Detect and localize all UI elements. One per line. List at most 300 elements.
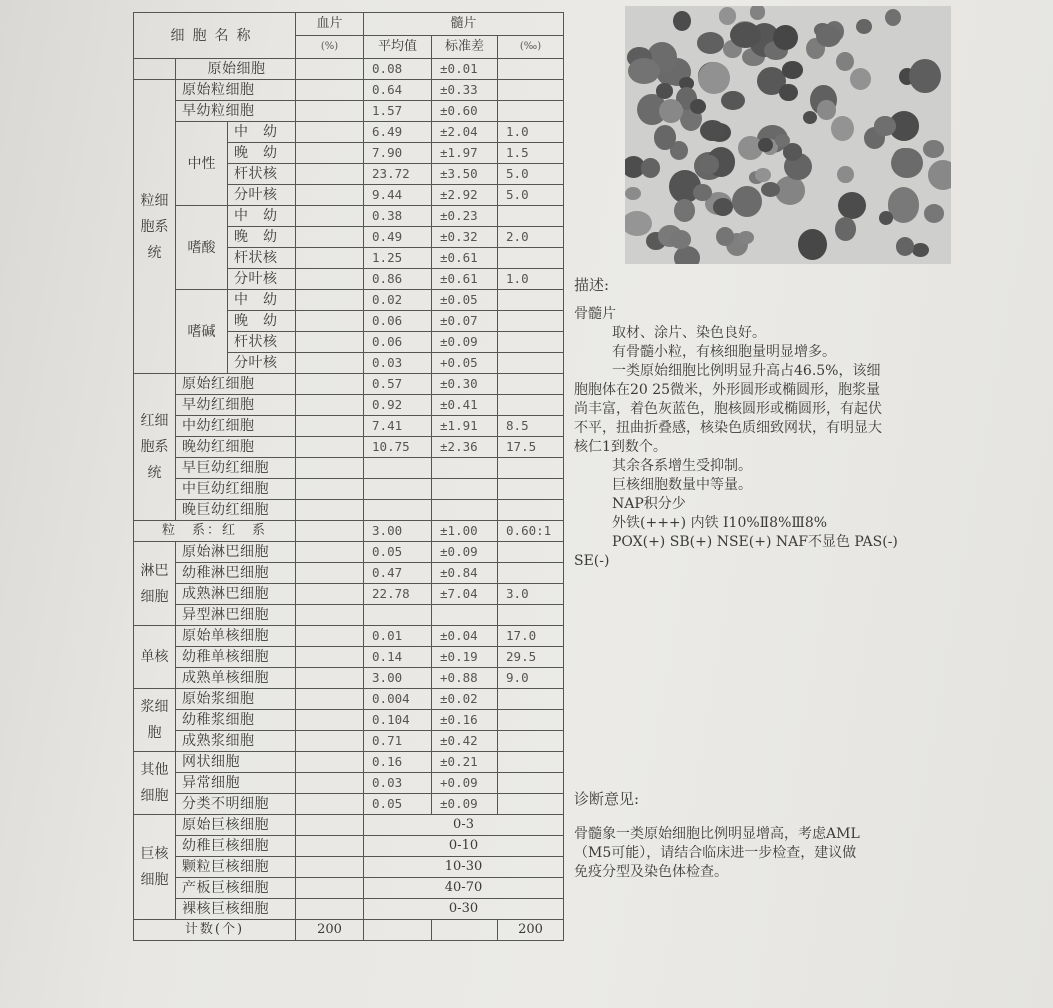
table-row: [134, 416, 564, 437]
mean-value: 23.72: [364, 164, 432, 185]
marrow-value: 0.60:1: [498, 521, 564, 542]
row-name: 原始巨核细胞: [176, 815, 296, 836]
sd-value: ±0.04: [432, 626, 498, 647]
group-blank: [134, 59, 176, 80]
row-name: 中巨幼红细胞: [176, 479, 296, 500]
marrow-value: [498, 689, 564, 710]
row-name: 原始淋巴细胞: [176, 542, 296, 563]
mean-value: 0.16: [364, 752, 432, 773]
sd-value: [432, 605, 498, 626]
subgroup-label-eos: 嗜酸: [176, 206, 228, 290]
mean-value: 0.104: [364, 710, 432, 731]
mean-value: 0.38: [364, 206, 432, 227]
smear-cell: [659, 99, 683, 123]
smear-cell: [838, 192, 866, 219]
smear-cell: [773, 25, 798, 50]
blood-value: [296, 311, 364, 332]
sd-value: [432, 458, 498, 479]
sd-value: [432, 479, 498, 500]
desc-line: NAP积分少: [612, 496, 686, 512]
smear-cell: [700, 120, 725, 141]
mean-value: 0.05: [364, 794, 432, 815]
mean-value: 0.03: [364, 353, 432, 374]
table-row: [134, 815, 564, 836]
sd-value: ±0.42: [432, 731, 498, 752]
table-row: [134, 521, 564, 542]
row-name: 晚 幼: [228, 227, 296, 248]
sd-value: ±0.61: [432, 248, 498, 269]
group-label-ery: 红细胞系统: [134, 374, 176, 521]
blood-value: [296, 605, 364, 626]
marrow-range: 0-30: [364, 899, 564, 920]
smear-cell: [690, 99, 706, 114]
blood-value: [296, 248, 364, 269]
sd-value: ±0.09: [432, 794, 498, 815]
blood-value: [296, 101, 364, 122]
smear-cell: [700, 155, 719, 175]
mean-value: 1.25: [364, 248, 432, 269]
sd-value: ±0.02: [432, 689, 498, 710]
smear-cell: [891, 148, 923, 179]
smear-cell: [928, 160, 951, 190]
smear-cell: [879, 211, 893, 225]
blood-value: [296, 395, 364, 416]
smear-cell: [674, 246, 700, 264]
row-name: 中 幼: [228, 122, 296, 143]
mean-value: [364, 920, 432, 941]
marrow-value: 2.0: [498, 227, 564, 248]
marrow-value: [498, 311, 564, 332]
marrow-value: [498, 542, 564, 563]
group-label-plasma: 浆细胞: [134, 689, 176, 752]
sd-value: +0.09: [432, 773, 498, 794]
marrow-value: [498, 353, 564, 374]
table-row: [134, 920, 564, 941]
marrow-value: 17.0: [498, 626, 564, 647]
marrow-value: 1.0: [498, 269, 564, 290]
smear-cell: [912, 243, 929, 257]
mean-value: 0.08: [364, 59, 432, 80]
smear-cell: [716, 227, 734, 246]
smear-cell: [738, 231, 754, 244]
table-row: [134, 374, 564, 395]
diag-line: 骨髓象一类原始细胞比例明显增高，考虑AML: [574, 826, 860, 842]
header-mean: 平均值: [364, 36, 432, 59]
sd-value: ±2.04: [432, 122, 498, 143]
row-name: 异常细胞: [176, 773, 296, 794]
smear-cell: [654, 125, 676, 150]
row-name: 幼稚淋巴细胞: [176, 563, 296, 584]
sd-value: [432, 920, 498, 941]
sd-value: ±1.91: [432, 416, 498, 437]
blood-value: [296, 647, 364, 668]
marrow-value: [498, 206, 564, 227]
smear-cell: [628, 58, 660, 84]
mean-value: 0.86: [364, 269, 432, 290]
marrow-value: [498, 773, 564, 794]
blood-value: [296, 143, 364, 164]
diagnosis-section: [574, 790, 994, 882]
marrow-value: [498, 458, 564, 479]
table-row: [134, 731, 564, 752]
row-name: 早幼粒细胞: [176, 101, 296, 122]
description-section: [574, 276, 994, 571]
row-name: 计数(个): [134, 920, 296, 941]
desc-line: 巨核细胞数量中等量。: [612, 477, 752, 493]
row-name: 网状细胞: [176, 752, 296, 773]
sd-value: ±0.05: [432, 290, 498, 311]
marrow-value: [498, 605, 564, 626]
marrow-range: 0-3: [364, 815, 564, 836]
mean-value: 0.92: [364, 395, 432, 416]
row-name: 原始细胞: [176, 59, 296, 80]
marrow-value: 3.0: [498, 584, 564, 605]
table-row: [134, 689, 564, 710]
desc-line: 不平，扭曲折叠感，核染色质细致网状，有明显大: [574, 420, 882, 436]
smear-cell: [719, 7, 737, 24]
mean-value: 0.64: [364, 80, 432, 101]
mean-value: 0.14: [364, 647, 432, 668]
row-name: 原始红细胞: [176, 374, 296, 395]
row-name: 裸核巨核细胞: [176, 899, 296, 920]
table-row: [134, 500, 564, 521]
smear-cell: [896, 237, 914, 255]
cell-count-table: [133, 12, 564, 941]
smear-cell: [874, 116, 895, 135]
desc-line: 一类原始细胞比例明显升高占46.5%，该细: [612, 363, 881, 379]
table-row: [134, 395, 564, 416]
row-name: 幼稚浆细胞: [176, 710, 296, 731]
blood-value: [296, 752, 364, 773]
mean-value: 0.47: [364, 563, 432, 584]
header-sd: 标准差: [432, 36, 498, 59]
marrow-range: 40-70: [364, 878, 564, 899]
row-name: 早巨幼红细胞: [176, 458, 296, 479]
blood-value: [296, 626, 364, 647]
row-name: 早幼红细胞: [176, 395, 296, 416]
mean-value: 22.78: [364, 584, 432, 605]
marrow-value: [498, 395, 564, 416]
row-name: 中 幼: [228, 206, 296, 227]
mean-value: 3.00: [364, 668, 432, 689]
row-name: 分叶核: [228, 269, 296, 290]
blood-value: [296, 878, 364, 899]
sd-value: ±0.09: [432, 332, 498, 353]
blood-value: [296, 731, 364, 752]
mean-value: 3.00: [364, 521, 432, 542]
smear-cell: [856, 19, 872, 34]
sd-value: +0.88: [432, 668, 498, 689]
mean-value: [364, 605, 432, 626]
smear-cell: [656, 83, 673, 98]
marrow-value: [498, 500, 564, 521]
sd-value: ±0.61: [432, 269, 498, 290]
marrow-range: 10-30: [364, 857, 564, 878]
marrow-value: 17.5: [498, 437, 564, 458]
mean-value: 6.49: [364, 122, 432, 143]
row-name: 中幼红细胞: [176, 416, 296, 437]
row-name: 晚 幼: [228, 311, 296, 332]
smear-cell: [674, 199, 695, 222]
marrow-value: [498, 479, 564, 500]
desc-line: 取材、涂片、染色良好。: [612, 325, 766, 341]
blood-value: [296, 668, 364, 689]
mean-value: [364, 479, 432, 500]
smear-cell: [693, 184, 712, 202]
table-row: [134, 563, 564, 584]
smear-cell: [673, 11, 691, 31]
smear-cell: [713, 198, 733, 216]
table-row: [134, 59, 564, 80]
marrow-value: [498, 794, 564, 815]
desc-line: 骨髓片: [574, 306, 616, 322]
marrow-smear-photo: [625, 6, 951, 264]
blood-value: [296, 185, 364, 206]
blood-value: [296, 80, 364, 101]
marrow-value: 8.5: [498, 416, 564, 437]
smear-cell: [625, 211, 652, 237]
smear-cell: [782, 61, 803, 78]
header-marrow: 髓片: [364, 13, 564, 36]
mean-value: [364, 500, 432, 521]
row-name: 成熟淋巴细胞: [176, 584, 296, 605]
table-row: [134, 122, 564, 143]
row-name: 幼稚单核细胞: [176, 647, 296, 668]
blood-value: 200: [296, 920, 364, 941]
blood-value: [296, 584, 364, 605]
header-permille: (‰): [498, 36, 564, 59]
table-row: [134, 836, 564, 857]
blood-value: [296, 710, 364, 731]
smear-cell: [779, 84, 798, 101]
sd-value: ±0.84: [432, 563, 498, 584]
row-name: 成熟浆细胞: [176, 731, 296, 752]
smear-cell: [755, 168, 771, 182]
sd-value: ±1.97: [432, 143, 498, 164]
mean-value: 0.03: [364, 773, 432, 794]
marrow-value: 5.0: [498, 164, 564, 185]
marrow-value: 1.5: [498, 143, 564, 164]
smear-cell: [850, 68, 871, 90]
subgroup-label-baso: 嗜碱: [176, 290, 228, 374]
table-row: [134, 668, 564, 689]
smear-cell: [732, 186, 762, 217]
desc-line: POX(+) SB(+) NSE(+) NAF不显色 PAS(-): [612, 534, 898, 550]
mean-value: [364, 458, 432, 479]
row-name: 原始单核细胞: [176, 626, 296, 647]
sd-value: +0.05: [432, 353, 498, 374]
row-name: 幼稚巨核细胞: [176, 836, 296, 857]
mean-value: 1.57: [364, 101, 432, 122]
blood-value: [296, 437, 364, 458]
smear-cell: [798, 229, 827, 260]
blood-value: [296, 899, 364, 920]
sd-value: ±7.04: [432, 584, 498, 605]
marrow-value: 9.0: [498, 668, 564, 689]
table-row: [134, 80, 564, 101]
smear-cell: [816, 25, 841, 48]
smear-cell: [909, 59, 940, 93]
header-blood: 血片: [296, 13, 364, 36]
table-row: [134, 458, 564, 479]
marrow-value: [498, 290, 564, 311]
blood-value: [296, 164, 364, 185]
blood-value: [296, 521, 364, 542]
marrow-value: [498, 374, 564, 395]
marrow-value: 200: [498, 920, 564, 941]
desc-line: 尚丰富，着色灰蓝色，胞核圆形或椭圆形，有起伏: [574, 401, 882, 417]
marrow-value: 5.0: [498, 185, 564, 206]
smear-cell: [641, 158, 661, 178]
mean-value: 0.05: [364, 542, 432, 563]
sd-value: ±0.01: [432, 59, 498, 80]
sd-value: ±0.30: [432, 374, 498, 395]
group-label-other: 其他细胞: [134, 752, 176, 815]
sd-value: ±0.19: [432, 647, 498, 668]
marrow-value: [498, 101, 564, 122]
sd-value: ±0.09: [432, 542, 498, 563]
diag-line: 免疫分型及染色体检查。: [574, 864, 728, 880]
table-row: [134, 290, 564, 311]
smear-cell: [761, 182, 780, 197]
smear-cell: [697, 32, 724, 54]
row-name: 分叶核: [228, 353, 296, 374]
blood-value: [296, 416, 364, 437]
row-name: 分类不明细胞: [176, 794, 296, 815]
smear-cell: [835, 217, 856, 240]
row-name: 杆状核: [228, 248, 296, 269]
smear-cell: [817, 100, 835, 119]
header-blood-pct: (%): [296, 36, 364, 59]
row-name: 晚巨幼红细胞: [176, 500, 296, 521]
sd-value: ±3.50: [432, 164, 498, 185]
sd-value: ±0.41: [432, 395, 498, 416]
mean-value: 7.90: [364, 143, 432, 164]
description-title: 描述:: [574, 276, 610, 294]
sd-value: ±2.36: [432, 437, 498, 458]
blood-value: [296, 227, 364, 248]
sd-value: ±0.23: [432, 206, 498, 227]
blood-value: [296, 563, 364, 584]
table-row: [134, 206, 564, 227]
smear-cell: [837, 166, 854, 184]
mean-value: 0.06: [364, 332, 432, 353]
marrow-value: [498, 563, 564, 584]
sd-value: ±1.00: [432, 521, 498, 542]
table-row: [134, 101, 564, 122]
row-name: 成熟单核细胞: [176, 668, 296, 689]
desc-line: 外铁(+++) 内铁 Ⅰ10%Ⅱ8%Ⅲ8%: [612, 515, 828, 531]
sd-value: ±0.33: [432, 80, 498, 101]
smear-cell: [885, 9, 901, 26]
subgroup-label-neut: 中性: [176, 122, 228, 206]
table-row: [134, 605, 564, 626]
marrow-value: [498, 752, 564, 773]
smear-cell: [625, 187, 641, 200]
mean-value: 9.44: [364, 185, 432, 206]
blood-value: [296, 59, 364, 80]
table-row: [134, 584, 564, 605]
smear-cell: [698, 62, 730, 94]
sd-value: ±0.21: [432, 752, 498, 773]
desc-line: 其余各系增生受抑制。: [612, 458, 752, 474]
marrow-range: 0-10: [364, 836, 564, 857]
group-label-gran: 粒细胞系统: [134, 80, 176, 374]
header-cell-name: 细胞名称: [134, 13, 296, 59]
row-name: 杆状核: [228, 332, 296, 353]
mean-value: 0.71: [364, 731, 432, 752]
blood-value: [296, 773, 364, 794]
sd-value: ±0.32: [432, 227, 498, 248]
desc-line: 胞胞体在20 25微米，外形圆形或椭圆形，胞浆量: [574, 382, 881, 398]
blood-value: [296, 122, 364, 143]
diagnosis-title: 诊断意见:: [574, 790, 640, 808]
table-row: [134, 710, 564, 731]
smear-cell: [831, 116, 854, 142]
desc-line: 有骨髓小粒，有核细胞量明显增多。: [612, 344, 836, 360]
blood-value: [296, 815, 364, 836]
row-name: 原始浆细胞: [176, 689, 296, 710]
blood-value: [296, 500, 364, 521]
sd-value: [432, 500, 498, 521]
blood-value: [296, 794, 364, 815]
mean-value: 10.75: [364, 437, 432, 458]
smear-cell: [924, 204, 944, 223]
table-row: [134, 626, 564, 647]
mean-value: 0.004: [364, 689, 432, 710]
blood-value: [296, 332, 364, 353]
row-name: 分叶核: [228, 185, 296, 206]
table-row: [134, 647, 564, 668]
row-name: 粒 系：红 系: [134, 521, 296, 542]
row-name: 晚 幼: [228, 143, 296, 164]
sd-value: ±0.60: [432, 101, 498, 122]
table-row: [134, 878, 564, 899]
mean-value: 0.02: [364, 290, 432, 311]
marrow-value: 29.5: [498, 647, 564, 668]
blood-value: [296, 479, 364, 500]
row-name: 中 幼: [228, 290, 296, 311]
marrow-value: [498, 80, 564, 101]
row-name: 异型淋巴细胞: [176, 605, 296, 626]
table-row: [134, 773, 564, 794]
row-name: 原始粒细胞: [176, 80, 296, 101]
blood-value: [296, 269, 364, 290]
blood-value: [296, 857, 364, 878]
blood-value: [296, 290, 364, 311]
blood-value: [296, 689, 364, 710]
group-label-lym: 淋巴细胞: [134, 542, 176, 626]
mean-value: 0.01: [364, 626, 432, 647]
blood-value: [296, 458, 364, 479]
marrow-value: [498, 59, 564, 80]
sd-value: ±0.07: [432, 311, 498, 332]
smear-cell: [836, 52, 854, 71]
mean-value: 0.06: [364, 311, 432, 332]
table-row: [134, 542, 564, 563]
mean-value: 0.57: [364, 374, 432, 395]
smear-cell: [670, 230, 690, 249]
group-label-mega: 巨核细胞: [134, 815, 176, 920]
smear-cell: [803, 111, 817, 124]
marrow-value: [498, 248, 564, 269]
desc-line: SE(-): [574, 553, 610, 569]
sd-value: ±0.16: [432, 710, 498, 731]
row-name: 颗粒巨核细胞: [176, 857, 296, 878]
marrow-value: 1.0: [498, 122, 564, 143]
table-row: [134, 794, 564, 815]
smear-cell: [721, 91, 745, 110]
